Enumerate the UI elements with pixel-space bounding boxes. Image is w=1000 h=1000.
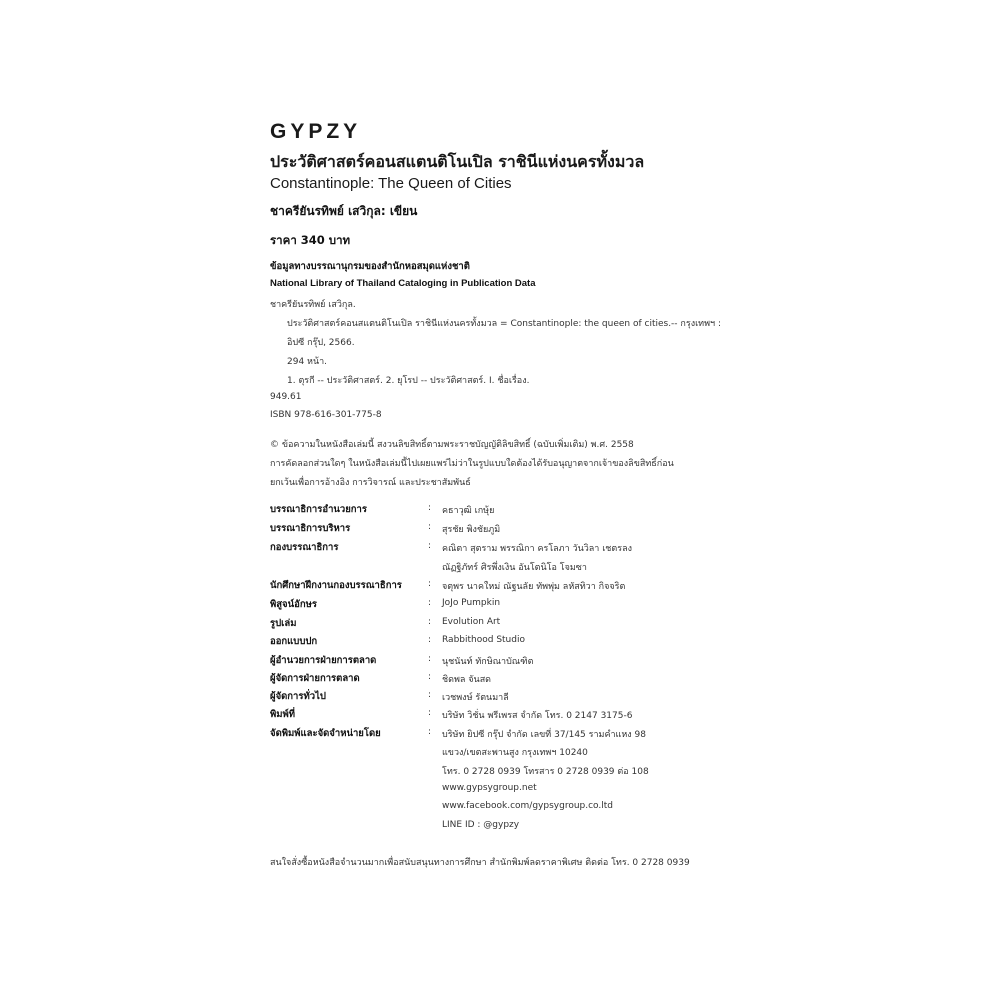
credit-colon: : xyxy=(428,672,432,682)
credit-colon: : xyxy=(428,635,432,645)
price: ราคา 340 บาท xyxy=(270,233,351,247)
credit-value-editorial-director: คธาวุฒิ เกษุ้ย xyxy=(442,506,495,516)
publisher-line-id: LINE ID : @gypzy xyxy=(442,820,520,830)
credit-label-cover-design: ออกแบบปก xyxy=(270,636,318,647)
cip-heading-thai: ข้อมูลทางบรรณานุกรมของสำนักหอสมุดแห่งชาติ xyxy=(270,261,470,272)
credit-value-proofreader: JoJo Pumpkin xyxy=(442,598,501,608)
cip-pages: 294 หน้า. xyxy=(287,357,328,367)
copyright-line3: ยกเว้นเพื่อการอ้างอิง การวิจารณ์ และประชาสัมพันธ์ xyxy=(270,478,471,488)
book-title-english: Constantinople: The Queen of Cities xyxy=(270,175,512,192)
copyright-line2: การคัดลอกส่วนใดๆ ในหนังสือเล่มนี้ไปเผยแพร่ไม่ว่าในรูปแบบใดต้องได้รับอนุญาตจากเจ้าของลิขสิทธิ์ก่อน xyxy=(270,459,674,469)
credit-value-printer: บริษัท วิชั่น พรีเพรส จำกัด โทร. 0 2147 3175-6 xyxy=(442,711,633,721)
cip-title-line1: ประวัติศาสตร์คอนสแตนติโนเปิล ราชินีแห่งนครทั้งมวล = Constantinople: the queen of cities.-- กรุงเทพฯ : xyxy=(287,319,721,329)
publisher-website: www.gypsygroup.net xyxy=(442,783,537,793)
credit-value-publisher-line2: แขวง/เขตสะพานสูง กรุงเทพฯ 10240 xyxy=(442,748,588,758)
credit-colon: : xyxy=(428,598,432,608)
credit-value-publisher-line3: โทร. 0 2728 0939 โทรสาร 0 2728 0939 ต่อ 108 xyxy=(442,767,649,777)
credit-label-marketing-manager: ผู้จัดการฝ่ายการตลาด xyxy=(270,673,360,684)
credit-value-cover-design: Rabbithood Studio xyxy=(442,635,525,645)
credit-colon: : xyxy=(428,690,432,700)
cip-title-line2: อิปซี กรุ๊ป, 2566. xyxy=(287,338,355,348)
credit-colon: : xyxy=(428,579,432,589)
credit-colon: : xyxy=(428,617,432,627)
credit-colon: : xyxy=(428,654,432,664)
credit-colon: : xyxy=(428,727,432,737)
credit-label-printer: พิมพ์ที่ xyxy=(270,709,296,720)
credit-colon: : xyxy=(428,503,432,513)
credit-label-proofreader: พิสูจน์อักษร xyxy=(270,599,317,610)
credit-label-marketing-director: ผู้อำนวยการฝ่ายการตลาด xyxy=(270,655,377,666)
credit-label-managing-editor: บรรณาธิการบริหาร xyxy=(270,523,351,534)
credit-label-editorial-board: กองบรรณาธิการ xyxy=(270,542,339,553)
credit-label-editorial-director: บรรณาธิการอำนวยการ xyxy=(270,504,367,515)
credit-colon: : xyxy=(428,541,432,551)
cip-subjects: 1. ตุรกี -- ประวัติศาสตร์. 2. ยุโรป -- ประวัติศาสตร์. I. ชื่อเรื่อง. xyxy=(287,376,530,386)
credit-value-general-manager: เวชพงษ์ รัตนมาลี xyxy=(442,693,509,703)
credit-value-editorial-board-2: ณัฏฐิภัทร์ ศิรพึ่งเงิน อันโตนิโอ โจมซา xyxy=(442,563,587,573)
cip-classification: 949.61 xyxy=(270,392,302,402)
credit-value-marketing-director: นุชนันท์ ทักษิณาบัณฑิต xyxy=(442,657,534,667)
credit-label-publisher: จัดพิมพ์และจัดจำหน่ายโดย xyxy=(270,728,381,739)
book-title-thai: ประวัติศาสตร์คอนสแตนติโนเปิล ราชินีแห่งนครทั้งมวล xyxy=(270,152,645,171)
cip-author: ชาครียันรทิพย์ เสวิกุล. xyxy=(270,300,356,310)
credit-value-interns: จตุพร นาคใหม่ ณัฐนลัย ทัพพุ่ม ลหัสทิวา กิจจริต xyxy=(442,582,626,592)
cip-isbn: ISBN 978-616-301-775-8 xyxy=(270,410,382,420)
credit-value-layout: Evolution Art xyxy=(442,617,501,627)
publisher-logo: GYPZY xyxy=(270,120,362,143)
author-line: ชาครียันรทิพย์ เสวิกุล: เขียน xyxy=(270,204,418,218)
credit-label-layout: รูปเล่ม xyxy=(270,618,297,629)
credit-value-managing-editor: สุรชัย พิงชัยภูมิ xyxy=(442,525,501,535)
copyright-line1: © ข้อความในหนังสือเล่มนี้ สงวนลิขสิทธิ์ตามพระราชบัญญัติลิขสิทธิ์ (ฉบับเพิ่มเติม) พ.ศ. 2558 xyxy=(270,440,634,450)
credit-value-marketing-manager: ชิดพล จันสด xyxy=(442,675,492,685)
bulk-order-note: สนใจสั่งซื้อหนังสือจำนวนมากเพื่อสนับสนุนทางการศึกษา สำนักพิมพ์ลดราคาพิเศษ ติดต่อ โทร. 0 2728 0939 xyxy=(270,858,690,868)
credit-value-publisher-line1: บริษัท ยิปซี กรุ๊ป จำกัด เลขที่ 37/145 รามคำแหง 98 xyxy=(442,730,646,740)
credit-label-general-manager: ผู้จัดการทั่วไป xyxy=(270,691,326,702)
publisher-facebook: www.facebook.com/gypsygroup.co.ltd xyxy=(442,801,614,811)
credit-colon: : xyxy=(428,708,432,718)
credit-label-interns: นักศึกษาฝึกงานกองบรรณาธิการ xyxy=(270,580,402,591)
cip-heading-english: National Library of Thailand Cataloging in Publication Data xyxy=(270,278,536,289)
credit-colon: : xyxy=(428,522,432,532)
credit-value-editorial-board-1: คณิตา สุตราม พรรณิกา ครโลภา วันวิลา เชตรลง xyxy=(442,544,632,554)
